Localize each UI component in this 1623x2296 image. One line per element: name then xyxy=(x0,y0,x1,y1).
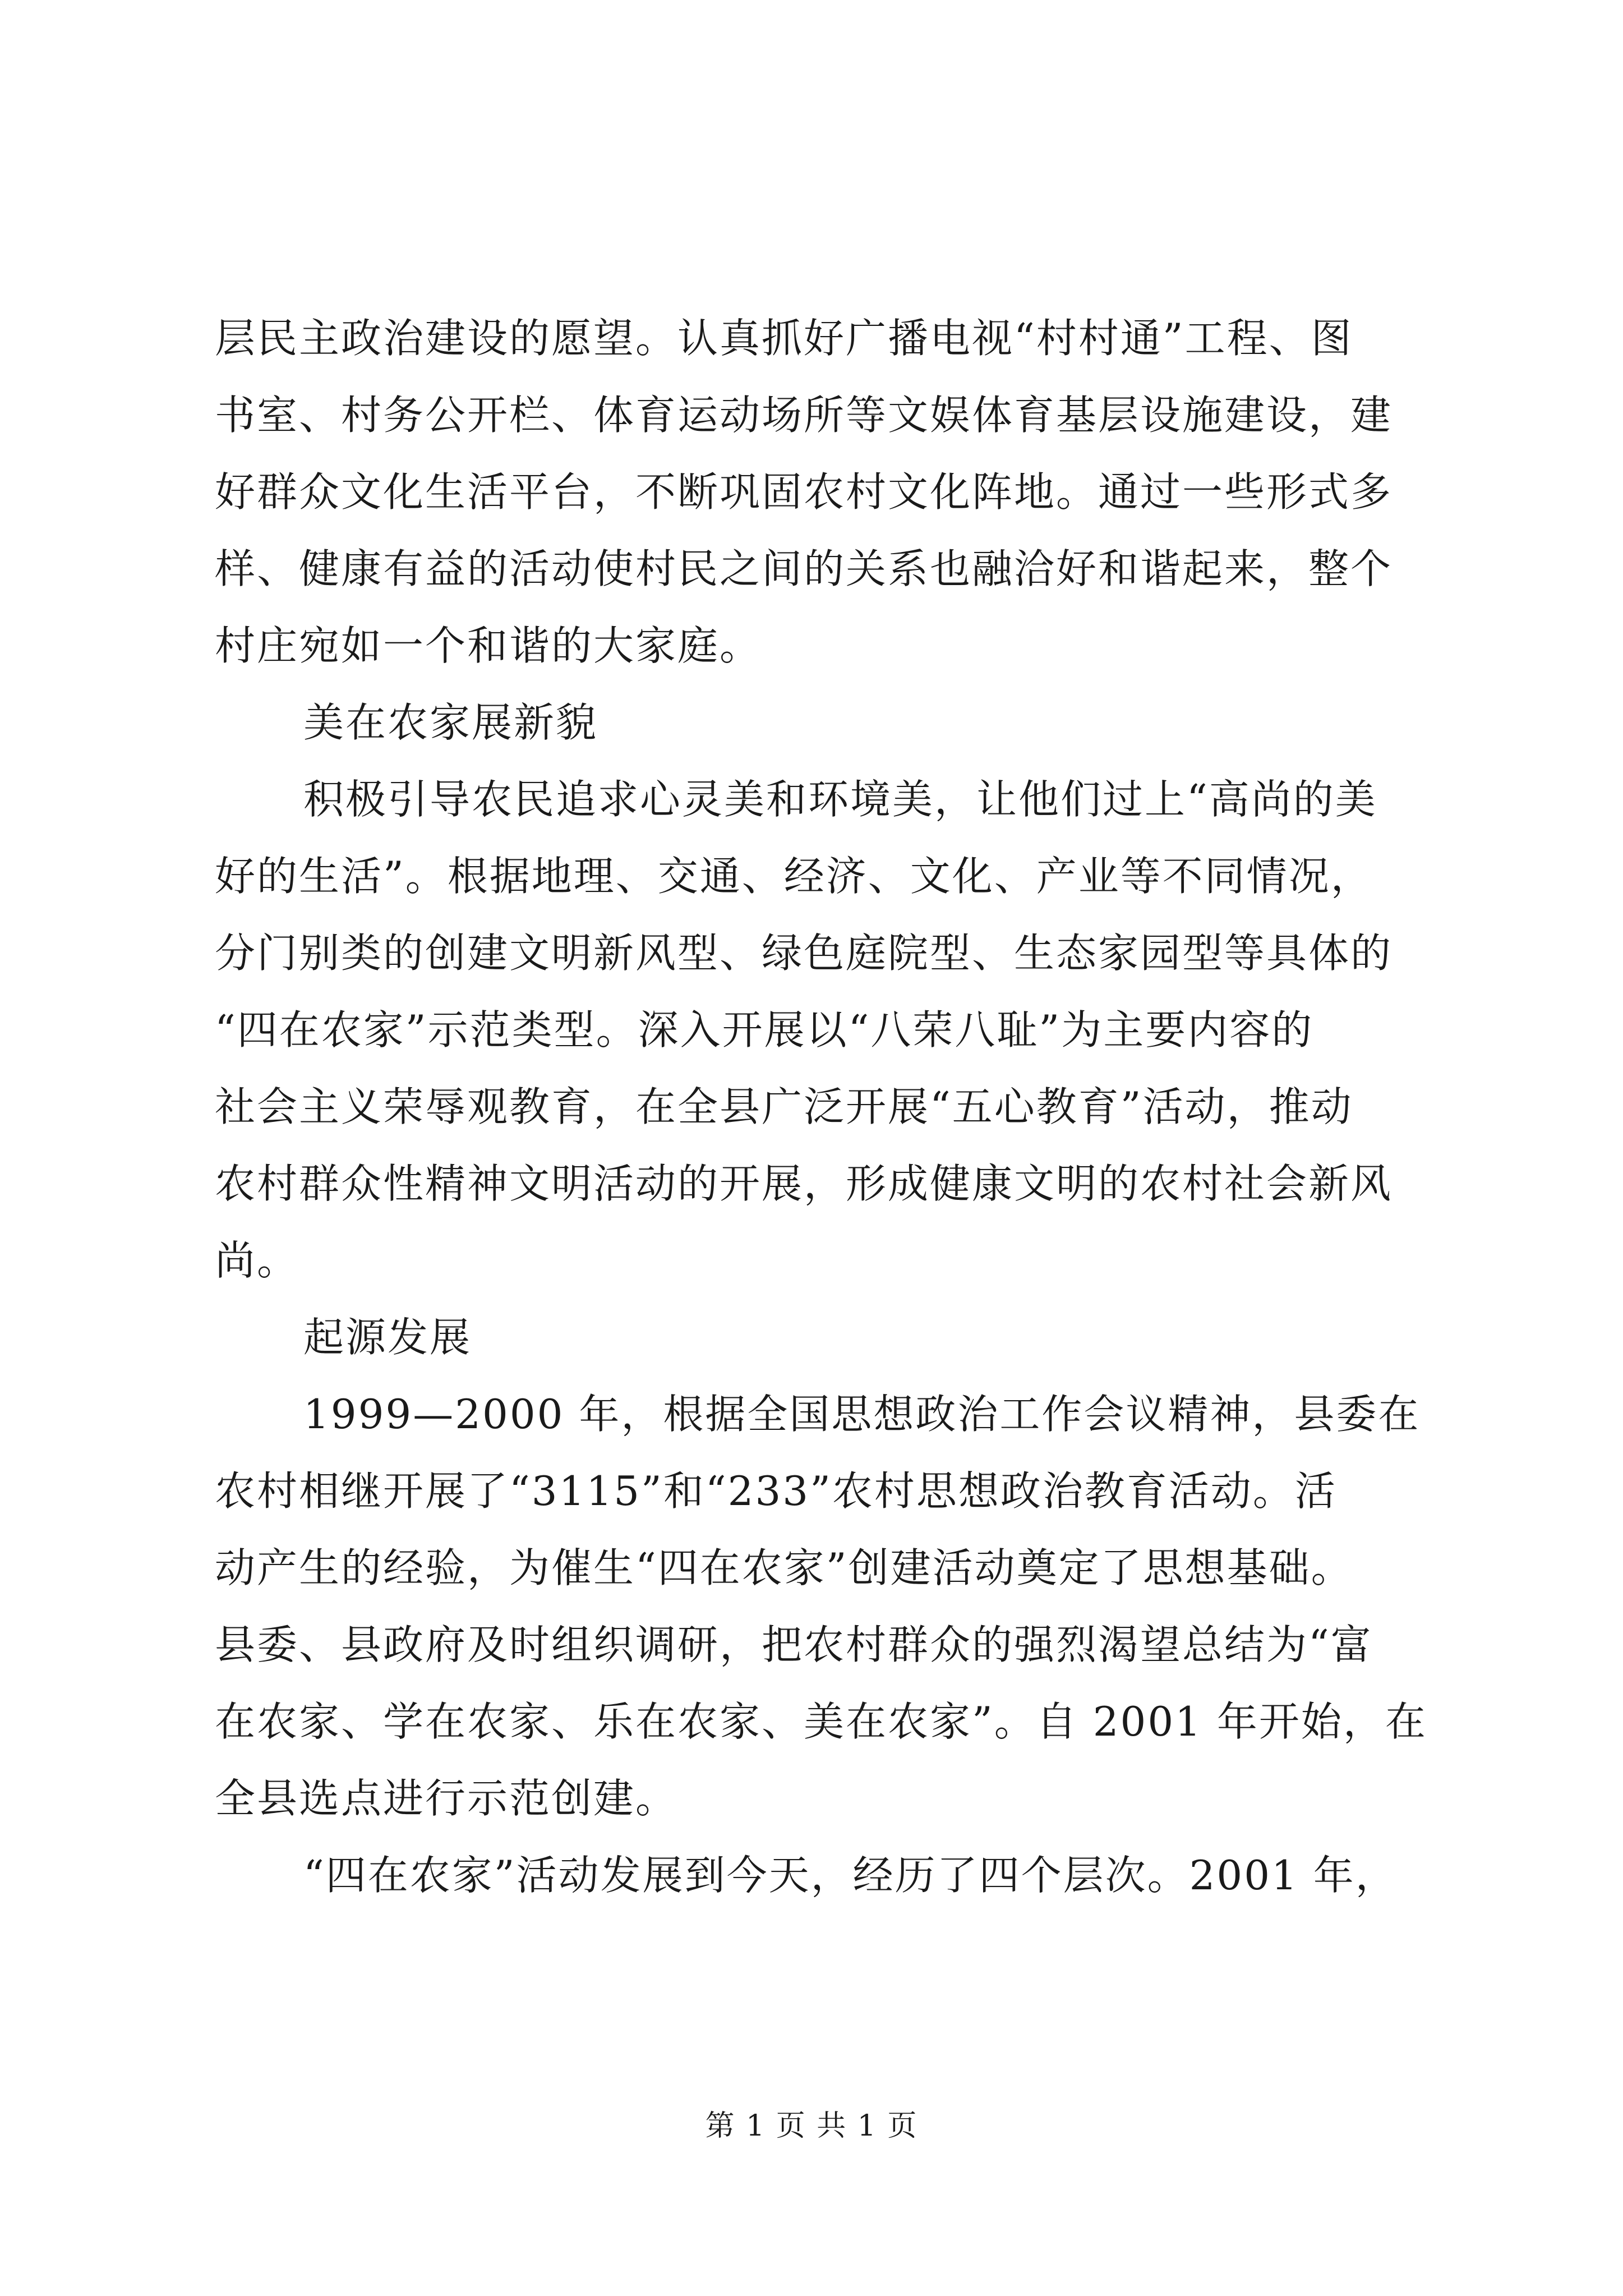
text-line: 美在农家展新貌 xyxy=(303,699,598,746)
text-line: 农村群众性精神文明活动的开展，形成健康文明的农村社会新风 xyxy=(215,1160,1393,1207)
text-line: 书室、村务公开栏、体育运动场所等文娱体育基层设施建设，建 xyxy=(215,392,1393,439)
text-line: 1999—2000 年，根据全国思想政治工作会议精神，县委在 xyxy=(303,1391,1421,1438)
text-line: 起源发展 xyxy=(303,1314,472,1361)
text-line: 层民主政治建设的愿望。认真抓好广播电视“村村通”工程、图 xyxy=(215,315,1353,362)
text-line: 好的生活”。根据地理、交通、经济、文化、产业等不同情况， xyxy=(215,853,1373,900)
text-line: 尚。 xyxy=(215,1237,299,1284)
text-line: 动产生的经验，为催生“四在农家”创建活动奠定了思想基础。 xyxy=(215,1544,1353,1591)
text-line: 县委、县政府及时组织调研，把农村群众的强烈渴望总结为“富 xyxy=(215,1621,1373,1668)
text-line: 好群众文化生活平台，不断巩固农村文化阵地。通过一些形式多 xyxy=(215,468,1393,516)
text-line: “四在农家”活动发展到今天，经历了四个层次。2001 年， xyxy=(303,1852,1398,1899)
page-footer: 第 1 页 共 1 页 xyxy=(705,2109,918,2143)
text-line: 积极引导农民追求心灵美和环境美，让他们过上“高尚的美 xyxy=(303,776,1377,823)
text-line: 样、健康有益的活动使村民之间的关系也融洽好和谐起来，整个 xyxy=(215,545,1393,592)
text-line: 分门别类的创建文明新风型、绿色庭院型、生态家园型等具体的 xyxy=(215,930,1393,977)
document-body xyxy=(215,300,1427,1914)
text-line: 农村相继开展了“3115”和“233”农村思想政治教育活动。活 xyxy=(215,1467,1337,1515)
text-line: 全县选点进行示范创建。 xyxy=(215,1775,678,1822)
text-line: “四在农家”示范类型。深入开展以“八荣八耻”为主要内容的 xyxy=(215,1006,1314,1053)
text-line: 社会主义荣辱观教育，在全县广泛开展“五心教育”活动，推动 xyxy=(215,1083,1353,1130)
text-line: 村庄宛如一个和谐的大家庭。 xyxy=(215,622,762,669)
text-line: 在农家、学在农家、乐在农家、美在农家”。自 2001 年开始，在 xyxy=(215,1698,1427,1745)
